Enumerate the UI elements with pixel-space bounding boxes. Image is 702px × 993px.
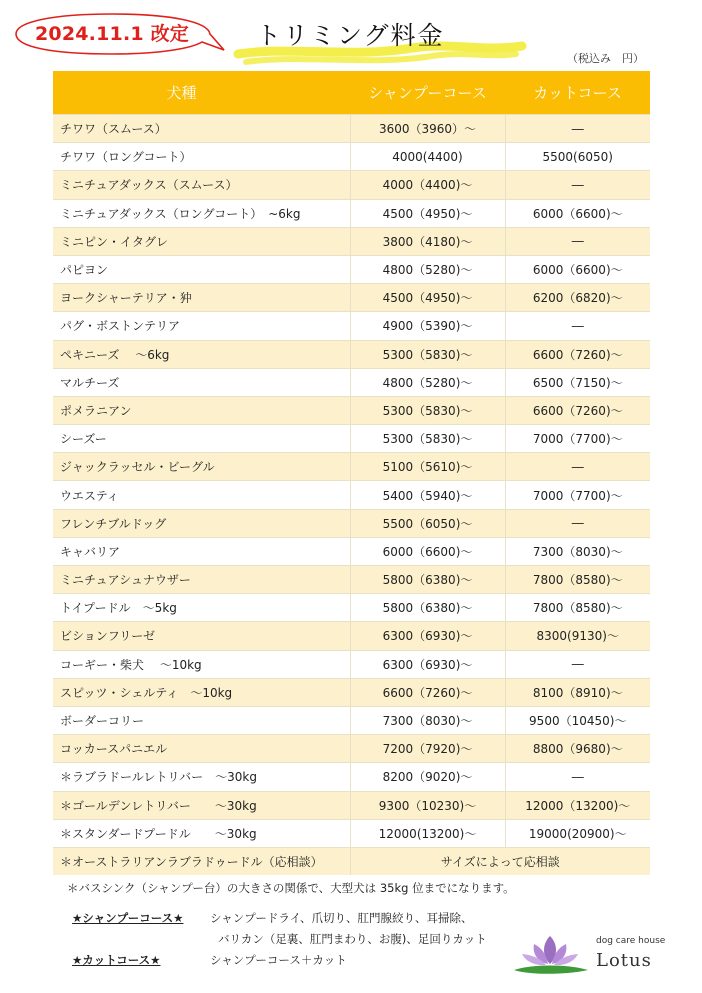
cut-price-cell: ―	[505, 312, 650, 340]
shampoo-price-cell: 5400（5940)～	[350, 481, 505, 509]
breed-cell: パピヨン	[53, 255, 350, 283]
shampoo-price-cell: 5100（5610)～	[350, 453, 505, 481]
breed-cell: パグ・ボストンテリア	[53, 312, 350, 340]
logo-name: Lotus	[596, 950, 652, 971]
breed-cell: ポメラニアン	[53, 396, 350, 424]
shampoo-price-cell: 4500（4950)～	[350, 284, 505, 312]
shampoo-price-cell: 5300（5830)～	[350, 340, 505, 368]
breed-cell: ミニチュアダックス（ロングコート） ~6kg	[53, 199, 350, 227]
bath-size-note: ＊バスシンク（シャンプー台）の大きさの関係で、大型犬は 35kg 位までになります。	[67, 881, 515, 895]
shampoo-price-cell: 6600（7260)～	[350, 678, 505, 706]
table-row	[53, 819, 650, 847]
shampoo-price-cell: 4000(4400)	[350, 143, 505, 171]
cut-course-label: ★カットコース★	[72, 953, 161, 967]
table-row	[53, 227, 650, 255]
revised-date: 2024.11.1 改定	[35, 23, 189, 45]
breed-cell: チワワ（ロングコート）	[53, 143, 350, 171]
cut-price-cell: ―	[505, 115, 650, 143]
cut-price-cell: 6600（7260)～	[505, 396, 650, 424]
breed-cell: ミニチュアダックス（スムース）	[53, 171, 350, 199]
breed-cell: ペキニーズ ～6kg	[53, 340, 350, 368]
shampoo-price-cell: 7300（8030)～	[350, 706, 505, 734]
column-header-cut: カットコース	[505, 71, 650, 115]
shampoo-price-cell: 8200（9020)～	[350, 763, 505, 791]
cut-price-cell: ―	[505, 650, 650, 678]
breed-cell: ヨークシャーテリア・狆	[53, 284, 350, 312]
table-row	[53, 396, 650, 424]
cut-price-cell: 9500（10450)～	[505, 706, 650, 734]
breed-cell: ウエスティ	[53, 481, 350, 509]
breed-cell: コッカースパニエル	[53, 735, 350, 763]
cut-price-cell: 7300（8030)～	[505, 537, 650, 565]
breed-cell: トイプードル ～5kg	[53, 594, 350, 622]
shampoo-price-cell: 6300（6930)～	[350, 650, 505, 678]
table-row	[53, 199, 650, 227]
table-row	[53, 255, 650, 283]
table-row	[53, 340, 650, 368]
shampoo-price-cell: 4500（4950)～	[350, 199, 505, 227]
cut-price-cell: 5500(6050)	[505, 143, 650, 171]
cut-price-cell: ―	[505, 227, 650, 255]
table-row	[53, 143, 650, 171]
shampoo-price-cell: 5300（5830)～	[350, 396, 505, 424]
table-row	[53, 706, 650, 734]
breed-cell: ミニチュアシュナウザー	[53, 566, 350, 594]
breed-cell: ジャックラッセル・ビーグル	[53, 453, 350, 481]
page-title: トリミング料金	[256, 21, 445, 50]
table-row	[53, 425, 650, 453]
breed-cell: マルチーズ	[53, 368, 350, 396]
column-header-shampoo: シャンプーコース	[350, 71, 505, 115]
table-row	[53, 537, 650, 565]
shampoo-price-cell: 12000(13200)～	[350, 819, 505, 847]
cut-price-cell: 7800（8580)～	[505, 594, 650, 622]
title-block	[232, 10, 532, 70]
shampoo-price-cell: 6300（6930)～	[350, 622, 505, 650]
shampoo-course-label: ★シャンプーコース★	[72, 911, 184, 925]
cut-price-cell: 6000（6600)～	[505, 199, 650, 227]
cut-price-cell: 6000（6600)～	[505, 255, 650, 283]
breed-cell: ミニピン・イタグレ	[53, 227, 350, 255]
table-row	[53, 368, 650, 396]
cut-course-desc: シャンプーコース＋カット	[210, 953, 347, 967]
table-row	[53, 312, 650, 340]
cut-price-cell: ―	[505, 509, 650, 537]
table-row	[53, 566, 650, 594]
breed-cell: ＊スタンダードプードル ～30kg	[53, 819, 350, 847]
table-row	[53, 791, 650, 819]
breed-cell: チワワ（スムース）	[53, 115, 350, 143]
breed-cell: キャバリア	[53, 537, 350, 565]
shampoo-price-cell: 4000（4400)～	[350, 171, 505, 199]
table-row	[53, 847, 650, 875]
cut-price-cell: 7000（7700)～	[505, 481, 650, 509]
table-row	[53, 622, 650, 650]
shampoo-price-cell: 5500（6050)～	[350, 509, 505, 537]
shampoo-price-cell: 7200（7920)～	[350, 735, 505, 763]
shampoo-course-desc-1: シャンプードライ、爪切り、肛門腺絞り、耳掃除、	[210, 911, 473, 925]
shampoo-price-cell: 6000（6600)～	[350, 537, 505, 565]
breed-cell: ＊オーストラリアンラブラドゥードル（応相談）	[53, 847, 350, 875]
cut-price-cell: 8300(9130)～	[505, 622, 650, 650]
breed-cell: フレンチブルドッグ	[53, 509, 350, 537]
revised-date-callout	[12, 10, 226, 58]
lotus-logo	[512, 930, 666, 980]
consult-note-cell: サイズによって応相談	[350, 847, 650, 875]
shampoo-price-cell: 3800（4180)～	[350, 227, 505, 255]
lotus-flower-icon	[512, 930, 592, 980]
cut-price-cell: 6500（7150)～	[505, 368, 650, 396]
table-row	[53, 678, 650, 706]
table-row	[53, 735, 650, 763]
breed-cell: コーギー・柴犬 ～10kg	[53, 650, 350, 678]
shampoo-price-cell: 4800（5280)～	[350, 255, 505, 283]
tax-note: （税込み 円）	[567, 52, 644, 65]
shampoo-price-cell: 5300（5830)～	[350, 425, 505, 453]
table-row	[53, 115, 650, 143]
table-row	[53, 763, 650, 791]
breed-cell: ボーダーコリー	[53, 706, 350, 734]
cut-price-cell: ―	[505, 453, 650, 481]
table-row	[53, 594, 650, 622]
table-row	[53, 509, 650, 537]
cut-price-cell: 19000(20900)～	[505, 819, 650, 847]
cut-price-cell: 7000（7700)～	[505, 425, 650, 453]
cut-price-cell: ―	[505, 171, 650, 199]
price-table	[53, 71, 650, 875]
cut-price-cell: 8100（8910)～	[505, 678, 650, 706]
shampoo-price-cell: 3600（3960）～	[350, 115, 505, 143]
cut-price-cell: ―	[505, 763, 650, 791]
cut-price-cell: 7800（8580)～	[505, 566, 650, 594]
breed-cell: スピッツ・シェルティ ～10kg	[53, 678, 350, 706]
shampoo-price-cell: 5800（6380)～	[350, 594, 505, 622]
shampoo-price-cell: 4800（5280)～	[350, 368, 505, 396]
shampoo-price-cell: 9300（10230)～	[350, 791, 505, 819]
table-row	[53, 171, 650, 199]
cut-price-cell: 6600（7260)～	[505, 340, 650, 368]
cut-price-cell: 6200（6820)～	[505, 284, 650, 312]
cut-price-cell: 12000（13200)～	[505, 791, 650, 819]
table-row	[53, 481, 650, 509]
logo-tagline: dog care house	[596, 936, 666, 946]
breed-cell: ビションフリーゼ	[53, 622, 350, 650]
table-header-row	[53, 71, 650, 115]
shampoo-price-cell: 5800（6380)～	[350, 566, 505, 594]
shampoo-course-desc-2: バリカン（足裏、肛門まわり、お腹)、足回りカット	[218, 932, 487, 946]
table-row	[53, 650, 650, 678]
breed-cell: ＊ラブラドールレトリバー ～30kg	[53, 763, 350, 791]
breed-cell: ＊ゴールデンレトリバー ～30kg	[53, 791, 350, 819]
table-row	[53, 284, 650, 312]
cut-price-cell: 8800（9680)～	[505, 735, 650, 763]
shampoo-price-cell: 4900（5390)～	[350, 312, 505, 340]
column-header-breed: 犬種	[53, 71, 350, 115]
table-row	[53, 453, 650, 481]
breed-cell: シーズー	[53, 425, 350, 453]
